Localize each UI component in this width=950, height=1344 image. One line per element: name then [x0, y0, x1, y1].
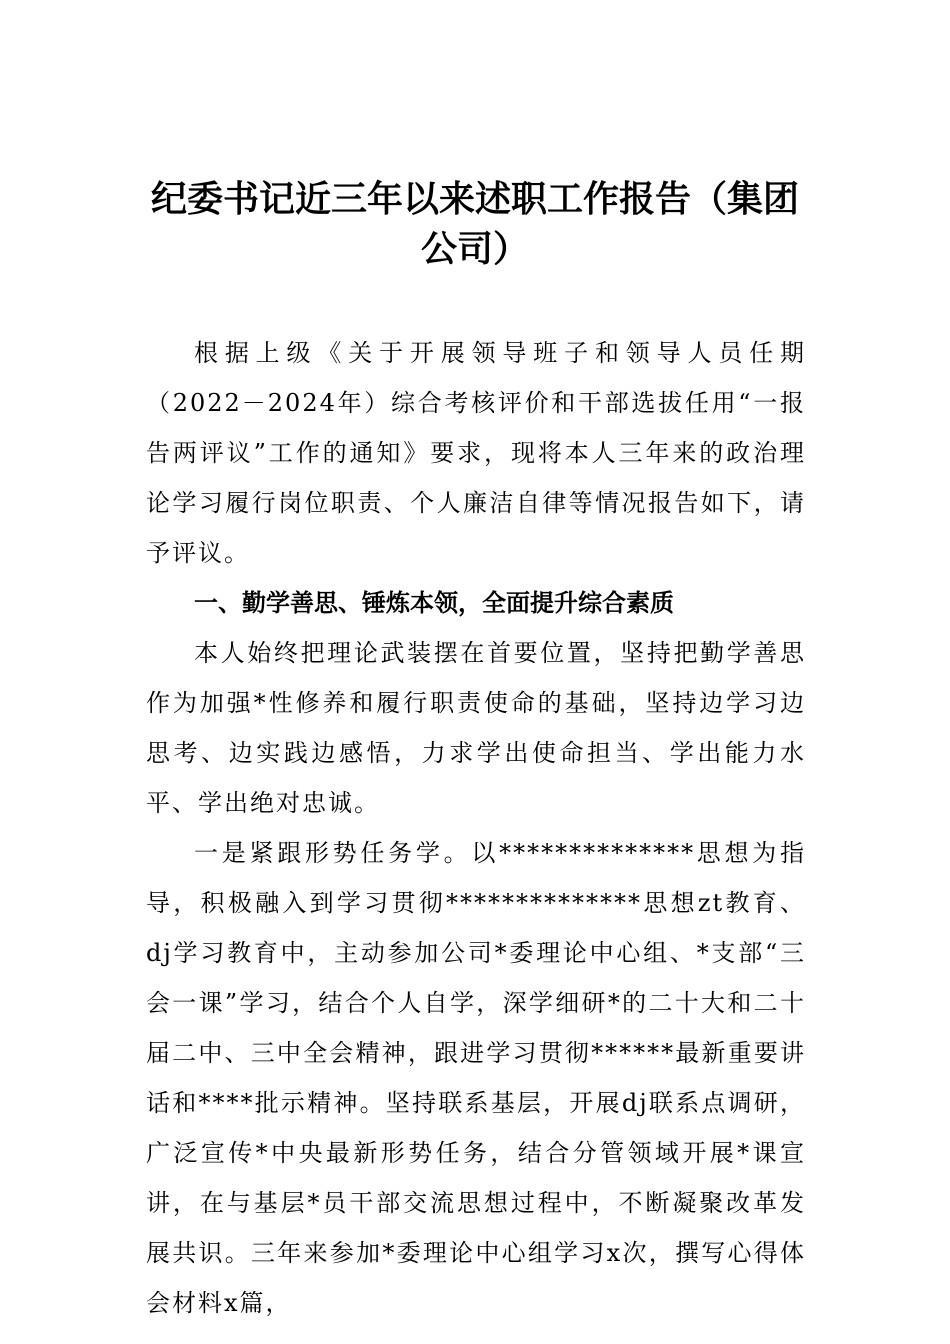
- section-heading: 一、勤学善思、锤炼本领，全面提升综合素质: [194, 589, 674, 617]
- intro-paragraph: 根据上级《关于开展领导班子和领导人员任期（2022－2024年）综合考核评价和干部选拔任用“一报告两评议”工作的通知》要求，现将本人三年来的政治理论学习履行岗位职责、个人廉洁自律等情况报告如下，请予评议。: [146, 339, 806, 567]
- section-paragraph: 本人始终把理论武装摆在首要位置，坚持把勤学善思作为加强*性修养和履行职责使命的基础，坚持边学习边思考、边实践边感悟，力求学出使命担当、学出能力水平、学出绝对忠诚。: [146, 639, 806, 817]
- study-paragraph: 一是紧跟形势任务学。以**************思想为指导，积极融入到学习贯彻**************思想zt教育、dj学习教育中，主动参加公司*委理论中心组、*支部“三会一课”学习，结合个人自学，深学细研*的二十大和二十届二中、三中全会精神，跟进学习贯彻******最新重要讲话和****批示精神。坚持联系基层，开展dj联系点调研，广泛宣传*中央最新形势任务，结合分管领域开展*课宣讲，在与基层*员干部交流思想过程中，不断凝聚改革发展共识。三年来参加*委理论中心组学习x次，撰写心得体会材料x篇，: [146, 839, 806, 1317]
- document-title: 纪委书记近三年以来述职工作报告（集团公司）: [150, 178, 799, 270]
- document-body: [146, 328, 806, 1328]
